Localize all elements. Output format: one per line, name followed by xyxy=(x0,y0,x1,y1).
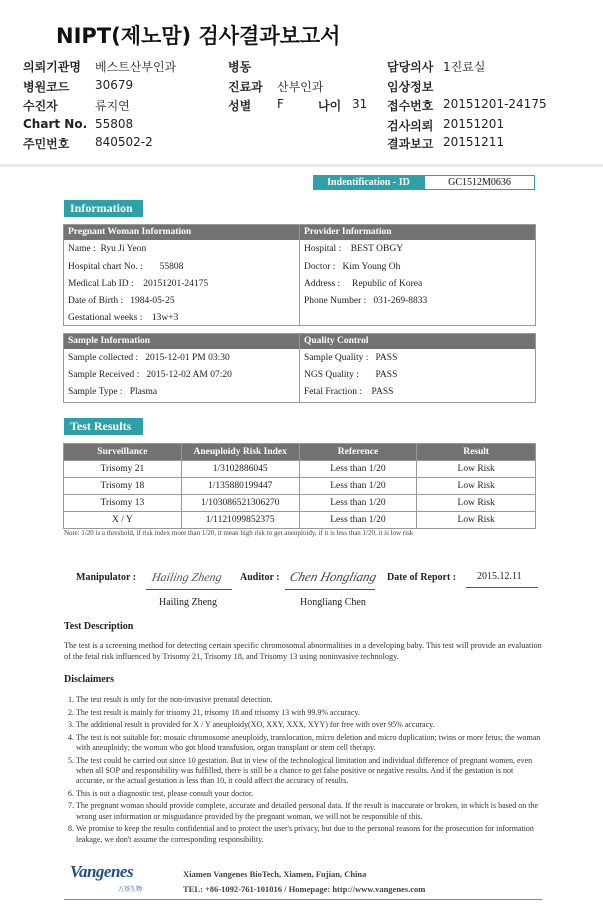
patient-label: 수진자 xyxy=(23,99,58,113)
sex-label: 성별 xyxy=(228,99,252,113)
cell-risk-index: 1/3102886045 xyxy=(181,461,299,478)
table-row xyxy=(64,512,536,529)
description-title: Test Description xyxy=(64,621,134,632)
disclaimers-title: Disclaimers xyxy=(64,674,114,685)
manipulator-label: Manipulator : xyxy=(76,572,137,583)
pregnant-gest-weeks: Gestational weeks : 13w+3 xyxy=(68,313,179,323)
results-table xyxy=(63,443,536,529)
list-item: 8. We promise to keep the results confidential and to protect the user's privacy, but due to the personal reasons for the prosecution for information leakage, we don't assume the corresponding responsibility. xyxy=(76,824,542,845)
report-value: 20151211 xyxy=(443,135,505,149)
results-title: Test Results xyxy=(64,418,143,435)
col-reference: Reference xyxy=(299,444,417,461)
clinical-label: 임상정보 xyxy=(387,80,434,94)
ward-label: 병동 xyxy=(228,60,252,74)
results-note: Note: 1/20 is a threshold, if risk index more than 1/20, it mean high risk to get aneuploidy, if it is less than 1/20, it is low risk xyxy=(64,529,414,537)
footer-company: Xiamen Vangenes BioTech, Xiamen, Fujian, China xyxy=(183,869,367,879)
report-date-line xyxy=(466,587,538,588)
cell-risk-index: 1/103086521306270 xyxy=(181,495,299,512)
pregnant-chart-no: Hospital chart No. : 55808 xyxy=(68,262,184,272)
list-item: 7. The pregnant woman should provide complete, accurate and detailed personal data. If the result is inaccurate or broken, in which is based on the wrong user information or misguidance provided by the pregnant woman, we will not be responsible of this. xyxy=(76,801,542,822)
pregnant-info-header: Pregnant Woman Information xyxy=(64,225,299,240)
manipulator-signature: Hailing Zheng xyxy=(150,570,223,584)
cell-reference: Less than 1/20 xyxy=(299,461,417,478)
age-value: 31 xyxy=(352,97,368,111)
org-value: 베스트산부인과 xyxy=(95,60,177,74)
provider-hospital: Hospital : BEST OBGY xyxy=(304,244,404,254)
ssn-value: 840502-2 xyxy=(95,135,153,149)
report-label: 결과보고 xyxy=(387,137,434,151)
pregnant-dob: Date of Birth : 1984-05-25 xyxy=(68,296,175,306)
org-label: 의뢰기관명 xyxy=(23,60,81,74)
ident-label: Indentification - ID xyxy=(313,175,424,190)
provider-phone: Phone Number : 031-269-8833 xyxy=(304,296,428,306)
chart-value: 55808 xyxy=(95,117,134,131)
provider-doctor: Doctor : Kim Young Oh xyxy=(304,262,401,272)
provider-info-panel xyxy=(299,224,536,326)
report-date-value: 2015.12.11 xyxy=(477,571,522,582)
cell-surveillance: Trisomy 21 xyxy=(64,461,182,478)
col-surveillance: Surveillance xyxy=(64,444,182,461)
manipulator-line xyxy=(146,589,232,590)
results-header-row xyxy=(64,444,536,461)
ssn-label: 주민번호 xyxy=(23,137,70,151)
cell-result: Low Risk xyxy=(417,512,536,529)
cell-surveillance: X / Y xyxy=(64,512,182,529)
pregnant-lab-id: Medical Lab ID : 20151201-24175 xyxy=(68,279,209,289)
list-item: 5. The test could be carried out since 10 gestation. But in view of the technological limitation and individual difference of pregnant women, even when all SOP and responsibility was fulfilled, there is still be a chance to get false positive or negative results. And if the gestation is not accurate, or the actual gestation is less than 10, it could affect the accuracy of results. xyxy=(76,756,542,787)
age-label: 나이 xyxy=(318,99,342,113)
cell-reference: Less than 1/20 xyxy=(299,478,417,495)
report-date-label: Date of Report : xyxy=(387,572,457,583)
sample-received: Sample Received : 2015-12-02 AM 07:20 xyxy=(68,370,232,380)
table-row xyxy=(64,461,536,478)
header-divider xyxy=(0,164,603,167)
dept-value: 산부인과 xyxy=(277,80,324,94)
disclaimers-list xyxy=(64,695,542,847)
cell-surveillance: Trisomy 18 xyxy=(64,478,182,495)
quality-sample: Sample Quality : PASS xyxy=(304,353,398,363)
auditor-signature: Chen Hongliang xyxy=(288,569,379,584)
auditor-label: Auditor : xyxy=(240,572,280,583)
pregnant-name: Name : Ryu Ji Yeon xyxy=(68,244,147,254)
accession-value: 20151201-24175 xyxy=(443,97,547,111)
cell-result: Low Risk xyxy=(417,461,536,478)
hospcode-value: 30679 xyxy=(95,78,134,92)
auditor-line xyxy=(285,589,375,590)
company-logo: Vangenes xyxy=(70,862,134,881)
col-risk-index: Aneuploidy Risk Index xyxy=(181,444,299,461)
cell-result: Low Risk xyxy=(417,495,536,512)
sample-type: Sample Type : Plasma xyxy=(68,387,158,397)
page-title: NIPT(제노맘) 검사결과보고서 xyxy=(56,24,341,48)
cell-reference: Less than 1/20 xyxy=(299,512,417,529)
pregnant-info-panel xyxy=(63,224,300,326)
quality-panel xyxy=(299,333,536,403)
provider-address: Address : Republic of Korea xyxy=(304,279,423,289)
reqdate-label: 검사의뢰 xyxy=(387,119,434,133)
company-logo-cn: 万基生物 xyxy=(118,886,143,893)
sample-info-panel xyxy=(63,333,300,403)
auditor-name: Hongliang Chen xyxy=(300,597,366,608)
table-row xyxy=(64,478,536,495)
doctor-value: 1진료실 xyxy=(443,60,486,74)
list-item: 3. The additional result is provided for X / Y aneuploidy(XO, XXY, XXX, XYY) for free with over 95% accuracy. xyxy=(76,720,542,730)
cell-surveillance: Trisomy 13 xyxy=(64,495,182,512)
list-item: 4. The test is not suitable for: mosaic chromosome aneuploidy, translocation, micro deletion and micro duplication; twins or more fetus; the woman with aneuploidy; the woman who got blood transfusion, organ transplant or stem cell therapy. xyxy=(76,733,542,754)
dept-label: 진료과 xyxy=(228,80,263,94)
cell-risk-index: 1/135880199447 xyxy=(181,478,299,495)
quality-ngs: NGS Quality : PASS xyxy=(304,370,398,380)
description-text: The test is a screening method for detecting certain specific chromosomal abnormalities in a developing baby. This test will provide an evaluation of the fetal risk influenced by Trisomy 21, Trisomy 18, and Trisomy 13 using noninvasive technology. xyxy=(64,641,542,661)
manipulator-name: Hailing Zheng xyxy=(159,597,218,608)
list-item: 6. This is not a diagnostic test, please consult your doctor. xyxy=(76,789,542,799)
reqdate-value: 20151201 xyxy=(443,117,505,131)
list-item: 2. The test result is mainly for trisomy 21, trisomy 18 and trisomy 13 with 99.9% accuracy. xyxy=(76,708,542,718)
cell-result: Low Risk xyxy=(417,478,536,495)
doctor-label: 담당의사 xyxy=(387,60,434,74)
sample-collected: Sample collected : 2015-12-01 PM 03:30 xyxy=(68,353,230,363)
quality-fetal: Fetal Fraction : PASS xyxy=(304,387,394,397)
accession-label: 접수번호 xyxy=(387,99,434,113)
patient-value: 류지연 xyxy=(95,99,130,113)
footer-divider xyxy=(64,899,542,900)
chart-label: Chart No. xyxy=(23,117,88,131)
cell-reference: Less than 1/20 xyxy=(299,495,417,512)
list-item: 1. The test result is only for the non-invasive prenatal detection. xyxy=(76,695,542,705)
ident-value: GC1512M0636 xyxy=(424,175,535,190)
sample-info-header: Sample Information xyxy=(64,334,299,349)
cell-risk-index: 1/1121099852375 xyxy=(181,512,299,529)
footer-contact: TEL: +86-1092-761-101016 / Homepage: http://www.vangenes.com xyxy=(183,884,426,894)
information-title: Information xyxy=(64,200,143,217)
quality-header: Quality Control xyxy=(300,334,535,349)
col-result: Result xyxy=(417,444,536,461)
provider-info-header: Provider Information xyxy=(300,225,535,240)
table-row xyxy=(64,495,536,512)
hospcode-label: 병원코드 xyxy=(23,80,70,94)
sex-value: F xyxy=(277,97,284,111)
